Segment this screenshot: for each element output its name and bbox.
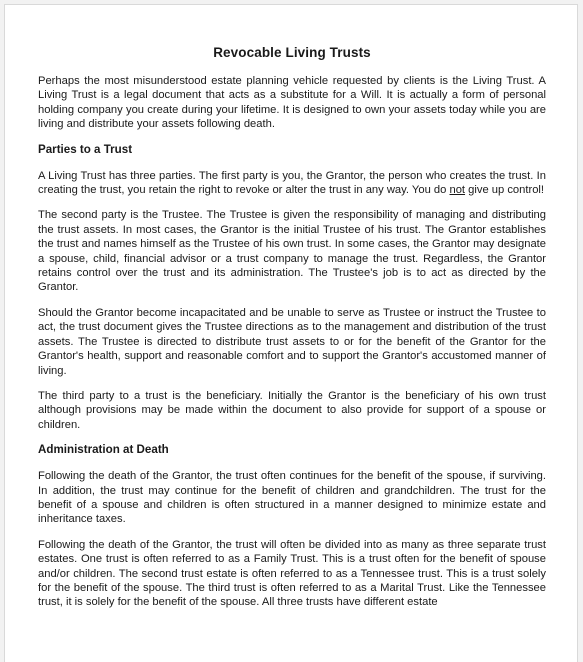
section-heading-administration: Administration at Death: [38, 443, 169, 457]
administration-paragraph-2: Following the death of the Grantor, the trust will often be divided into as many as three separate trust estates. One trust is often referred to as a Family Trust. This is a trust often for the benefit of spouse and/or children. The second trust estate is often referred to as a Tennessee trust. This is a trust solely for the benefit of the spouse. The third trust is often referred to as a Marital Trust. Like the Tennessee trust, it is solely for the benefit of the spouse. All three trusts have different estate: [38, 538, 546, 609]
parties-p1-text-after: give up control!: [465, 184, 545, 197]
intro-paragraph: Perhaps the most misunderstood estate planning vehicle requested by clients is the Living Trust. A Living Trust is a legal document that acts as a substitute for a Will. It is actually a form of personal holding company you create during your lifetime. It is designed to own your assets today while you are living and distribute your assets following death.: [38, 75, 546, 131]
parties-paragraph-4: The third party to a trust is the beneficiary. Initially the Grantor is the beneficiary of his own trust although provisions may be made within the document to also provide for support of a spouse or children.: [38, 389, 546, 431]
administration-paragraph-1: Following the death of the Grantor, the trust often continues for the benefit of the spouse, if surviving. In addition, the trust may continue for the benefit of children and grandchildren. The trust for the benefit of a spouse and children is often structured in a manner designed to minimize estate and inheritance taxes.: [38, 470, 546, 526]
parties-paragraph-3: Should the Grantor become incapacitated and be unable to serve as Trustee or instruct the Trustee to act, the trust document gives the Trustee directions as to the management and distribution of the trust assets. The Trustee is directed to distribute trust assets to or for the benefit of the Grantor for the Grantor's health, support and reasonable comfort and to support the Grantor's accustomed manner of living.: [38, 306, 546, 377]
document-title: Revocable Living Trusts: [213, 45, 371, 60]
bottom-fade-overlay: [5, 628, 577, 662]
parties-paragraph-2: The second party is the Trustee. The Trustee is given the responsibility of managing and distributing the trust assets. In most cases, the Grantor is the initial Trustee of his trust. The Grantor establishes the trust and names himself as the Trustee of his own trust. In some cases, the Grantor may designate a spouse, child, financial advisor or a trust company to manage the trust. Regardless, the Grantor retains control over the trust and its administration. The Trustee's job is to act as directed by the Grantor.: [38, 209, 546, 294]
document-content: [38, 45, 546, 621]
parties-paragraph-1: [38, 169, 546, 198]
parties-p1-text-before: A Living Trust has three parties. The first party is you, the Grantor, the person who creates the trust. In creating the trust, you retain the right to revoke or alter the trust in any way. You do: [38, 169, 546, 197]
document-page: [4, 4, 578, 662]
parties-p1-underlined-word: not: [449, 184, 466, 197]
section-heading-parties: Parties to a Trust: [38, 142, 133, 156]
